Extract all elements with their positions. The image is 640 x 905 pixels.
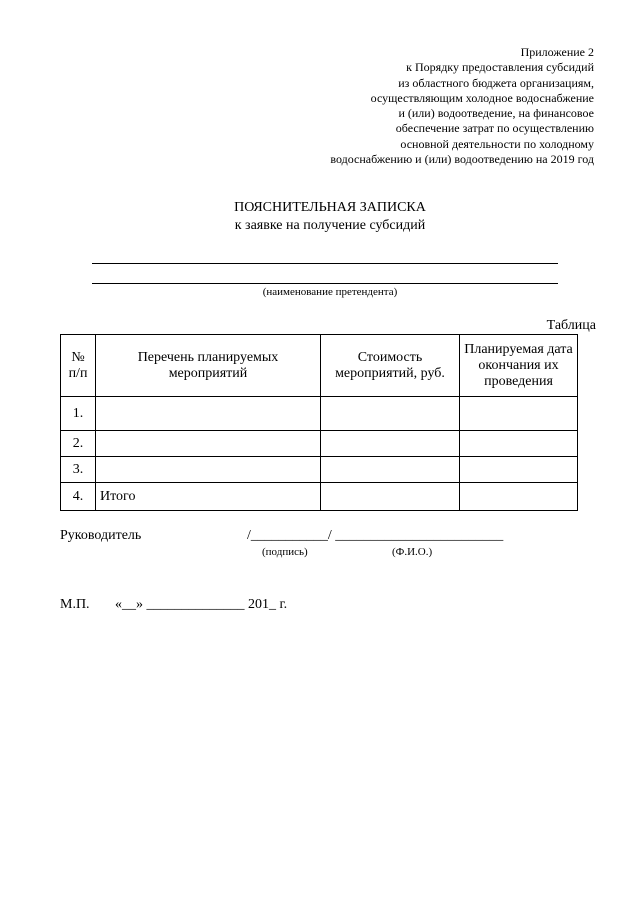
stamp-label: М.П.: [60, 597, 90, 612]
signature-line: /___________/ ________________________: [247, 528, 504, 543]
appendix-line: и (или) водоотведение, на финансовое: [398, 106, 594, 121]
head-label: Руководитель: [60, 528, 142, 543]
applicant-caption: (наименование претендента): [262, 286, 398, 298]
applicant-line-2: [92, 283, 558, 284]
appendix-line: осуществляющим холодное водоснабжение: [370, 90, 594, 105]
document-subtitle: к заявке на получение субсидий: [234, 218, 426, 233]
row-end-date: [460, 457, 578, 483]
fio-caption: (Ф.И.О.): [392, 546, 433, 558]
appendix-line: из областного бюджета организациям,: [398, 75, 594, 90]
appendix-line: Приложение 2: [520, 45, 594, 59]
row-cost: [321, 457, 460, 483]
table-row: [61, 431, 578, 457]
row-cost: [321, 431, 460, 457]
row-cost: [321, 483, 460, 511]
col-header-activities: Перечень планируемых мероприятий: [96, 335, 321, 397]
row-number: 3.: [61, 457, 96, 483]
row-number: 1.: [61, 397, 96, 431]
appendix-block: [330, 45, 594, 167]
applicant-line-1: [92, 263, 558, 264]
signature-caption: (подпись): [262, 546, 308, 558]
col-header-end-date: Планируемая дата окончания их проведения: [460, 335, 578, 397]
table-row: [61, 397, 578, 431]
row-end-date: [460, 431, 578, 457]
table-row: [61, 457, 578, 483]
col-header-cost: Стоимость мероприятий, руб.: [321, 335, 460, 397]
activities-table: [60, 334, 578, 511]
row-activity: [96, 457, 321, 483]
row-cost: [321, 397, 460, 431]
row-activity: [96, 431, 321, 457]
row-number: 4.: [61, 483, 96, 511]
appendix-line: обеспечение затрат по осуществлению: [395, 121, 594, 136]
table-row-total: [61, 483, 578, 511]
appendix-line: водоснабжению и (или) водоотведению на 2019 год: [330, 152, 594, 167]
row-end-date: [460, 483, 578, 511]
table-header-row: [61, 335, 578, 397]
appendix-line: к Порядку предоставления субсидий: [406, 60, 594, 75]
col-header-number: № п/п: [61, 335, 96, 397]
table-label: Таблица: [546, 318, 596, 333]
appendix-line: основной деятельности по холодному: [400, 136, 594, 151]
row-activity: [96, 397, 321, 431]
row-activity-total: Итого: [96, 483, 321, 511]
date-line: «__» ______________ 201_ г.: [115, 597, 288, 612]
document-title: ПОЯСНИТЕЛЬНАЯ ЗАПИСКА: [234, 200, 426, 215]
row-number: 2.: [61, 431, 96, 457]
row-end-date: [460, 397, 578, 431]
